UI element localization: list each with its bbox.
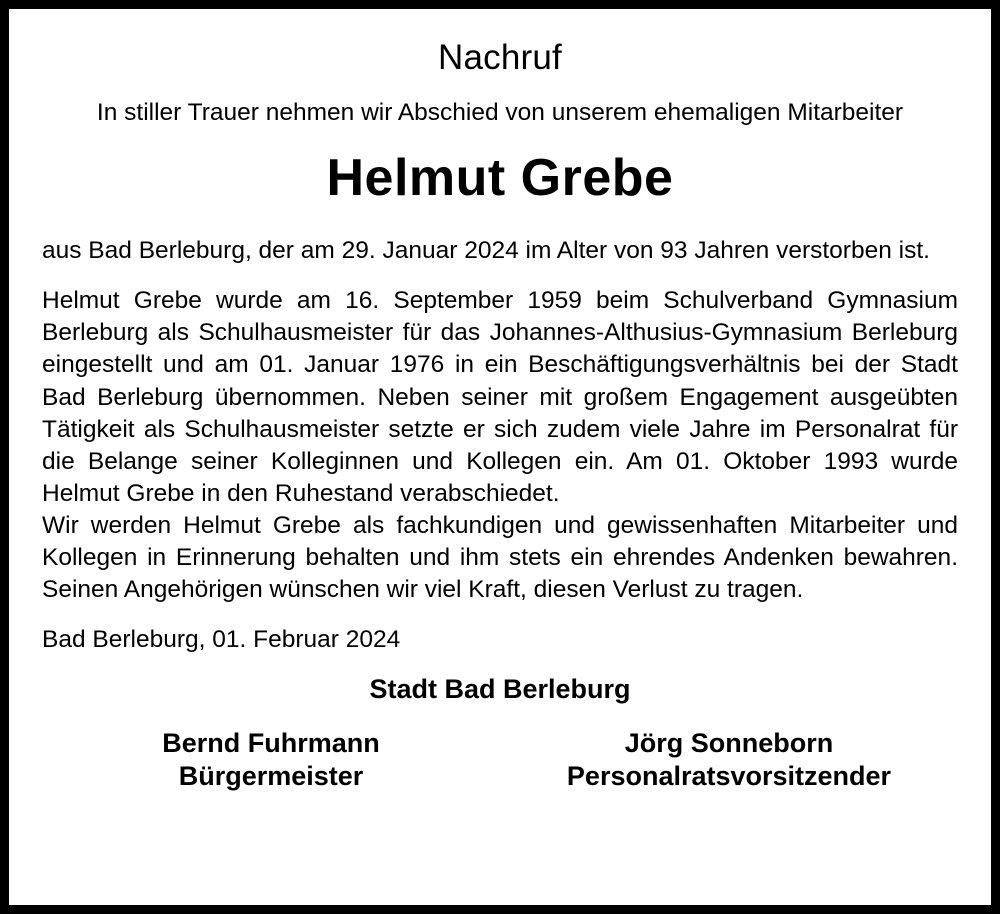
signatory-name: Jörg Sonneborn [624, 728, 834, 759]
page-title: Nachruf [438, 38, 562, 77]
remembrance-paragraph: Wir werden Helmut Grebe als fachkundigen und gewissenhaften Mitarbeiter und Kollegen in Erinnerung behalten und ihm stets ein ehrendes Andenken bewahren. Seinen Angehörigen wünschen wir viel Kraft, diesen Verlust zu tragen. [42, 511, 958, 604]
deceased-name: Helmut Grebe [326, 149, 674, 208]
signatory-role: Bürgermeister [178, 760, 364, 791]
origin-line: aus Bad Berleburg, der am 29. Januar 2024 im Alter von 93 Jahren verstorben ist. [42, 237, 930, 265]
biography-paragraph: Helmut Grebe wurde am 16. September 1959 beim Schulverband Gymnasium Berleburg als Schulhausmeister für das Johannes-Althusius-Gymnasium Berleburg eingestellt und am 01. Januar 1976 in ein Beschäftigungsverhältnis bei der Stadt Bad Berleburg übernommen. Neben seiner mit großem Engagement ausgeübten Tätigkeit als Schulhausmeister setzte er sich zudem viele Jahre im Personalrat für die Belange seiner Kolleginnen und Kollegen ein. Am 01. Oktober 1993 wurde Helmut Grebe in den Ruhestand verabschiedet. [42, 287, 958, 507]
signatory-item [42, 727, 500, 793]
organization-name: Stadt Bad Berleburg [369, 674, 631, 705]
signatory-list [42, 727, 958, 793]
signatory-item [500, 727, 958, 793]
place-and-date: Bad Berleburg, 01. Februar 2024 [42, 626, 401, 654]
signatory-role: Personalratsvorsitzender [566, 760, 892, 791]
signatory-name: Bernd Fuhrmann [162, 728, 380, 759]
intro-text: In stiller Trauer nehmen wir Abschied von unserem ehemaligen Mitarbeiter [96, 98, 904, 126]
obituary-content [9, 9, 991, 905]
